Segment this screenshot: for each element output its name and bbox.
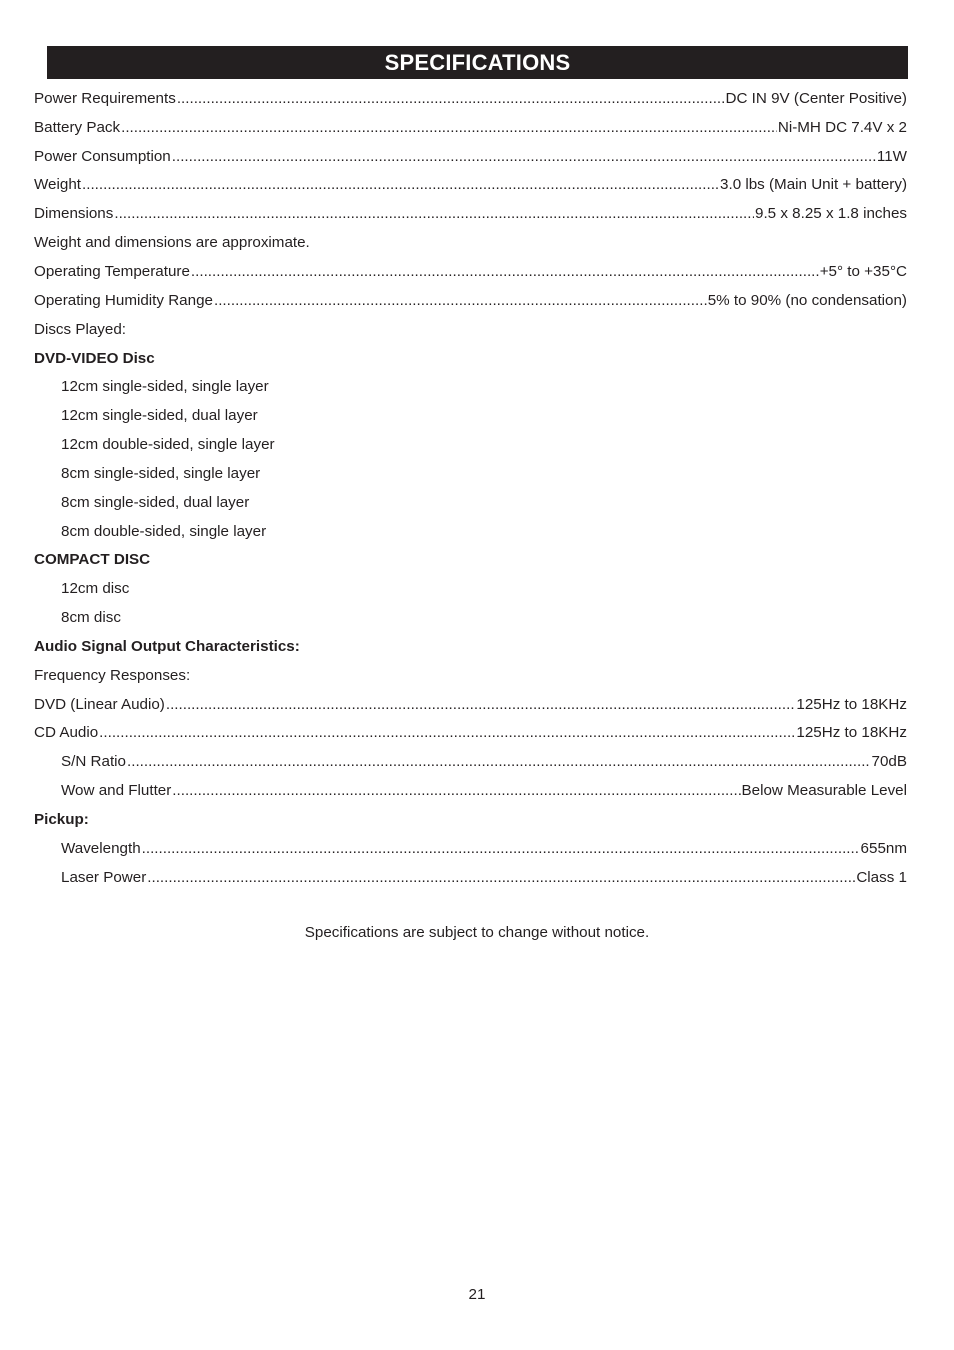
- dot-leader: [177, 90, 725, 107]
- spec-label: Weight and dimensions are approximate.: [34, 234, 310, 252]
- spec-row: [34, 690, 907, 719]
- spec-label: CD Audio: [34, 724, 99, 742]
- spec-label: 12cm single-sided, single layer: [61, 378, 269, 396]
- dot-leader: [121, 119, 777, 136]
- spec-label: Power Consumption: [34, 147, 171, 165]
- spec-text: [34, 603, 907, 632]
- spec-heading: [34, 344, 907, 373]
- spec-text: [34, 401, 907, 430]
- spec-label: Wow and Flutter: [61, 782, 172, 800]
- spec-label: Discs Played:: [34, 320, 127, 338]
- spec-label: 8cm disc: [61, 609, 121, 627]
- spec-heading: [34, 805, 907, 834]
- spec-label: Frequency Responses:: [34, 666, 191, 684]
- spec-label: 12cm double-sided, single layer: [61, 436, 275, 454]
- spec-text: [34, 517, 907, 546]
- spec-label: Operating Temperature: [34, 262, 190, 280]
- spec-value: DC IN 9V (Center Positive): [725, 89, 907, 107]
- spec-label: S/N Ratio: [61, 753, 126, 771]
- dot-leader: [99, 724, 795, 741]
- spec-row: [34, 199, 907, 228]
- spec-value: Class 1: [856, 868, 907, 886]
- spec-text: [34, 661, 907, 690]
- spec-value: 5% to 90% (no condensation): [707, 291, 907, 309]
- spec-value: 11W: [876, 147, 907, 165]
- spec-value: 655nm: [860, 839, 907, 857]
- spec-value: 3.0 lbs (Main Unit + battery): [720, 176, 907, 194]
- spec-row: [34, 171, 907, 200]
- spec-text: [34, 315, 907, 344]
- spec-row: [34, 257, 907, 286]
- spec-value: 70dB: [871, 753, 907, 771]
- spec-text: [34, 228, 907, 257]
- spec-label: Weight: [34, 176, 81, 194]
- spec-label: Laser Power: [61, 868, 147, 886]
- spec-label: Audio Signal Output Characteristics:: [34, 637, 300, 655]
- spec-heading: [34, 632, 907, 661]
- spec-heading: [34, 546, 907, 575]
- spec-label: 12cm disc: [61, 580, 130, 598]
- spec-text: [34, 459, 907, 488]
- spec-value: +5° to +35°C: [819, 262, 907, 280]
- spec-label: Battery Pack: [34, 118, 121, 136]
- page-title: SPECIFICATIONS: [384, 49, 571, 75]
- dot-leader: [147, 869, 855, 886]
- spec-label: Power Requirements: [34, 89, 176, 107]
- spec-value: 125Hz to 18KHz: [796, 695, 907, 713]
- spec-label: COMPACT DISC: [34, 551, 151, 569]
- spec-label: DVD (Linear Audio): [34, 695, 165, 713]
- spec-text: [34, 574, 907, 603]
- spec-row: [34, 113, 907, 142]
- dot-leader: [214, 292, 707, 309]
- spec-text: [34, 488, 907, 517]
- spec-row: [34, 834, 907, 863]
- spec-row: [34, 747, 907, 776]
- spec-label: Pickup:: [34, 811, 89, 829]
- spec-row: [34, 142, 907, 171]
- spec-value: 9.5 x 8.25 x 1.8 inches: [755, 205, 907, 223]
- dot-leader: [127, 753, 871, 770]
- spec-value: Below Measurable Level: [741, 782, 907, 800]
- spec-label: DVD-VIDEO Disc: [34, 349, 155, 367]
- dot-leader: [166, 696, 796, 713]
- spec-row: [34, 84, 907, 113]
- spec-value: Ni-MH DC 7.4V x 2: [777, 118, 907, 136]
- spec-label: 12cm single-sided, dual layer: [61, 407, 258, 425]
- dot-leader: [172, 782, 740, 799]
- section-title-bar: [47, 46, 908, 79]
- spec-label: 8cm double-sided, single layer: [61, 522, 267, 540]
- page-number: 21: [468, 1286, 486, 1303]
- spec-label: Dimensions: [34, 205, 114, 223]
- spec-label: Wavelength: [61, 839, 141, 857]
- spec-text: [34, 430, 907, 459]
- spec-label: Operating Humidity Range: [34, 291, 213, 309]
- spec-row: [34, 719, 907, 748]
- dot-leader: [142, 840, 860, 857]
- spec-text: [34, 372, 907, 401]
- dot-leader: [114, 205, 754, 222]
- dot-leader: [172, 148, 876, 165]
- spec-label: 8cm single-sided, dual layer: [61, 493, 250, 511]
- spec-value: 125Hz to 18KHz: [796, 724, 907, 742]
- dot-leader: [82, 176, 719, 193]
- spec-row: [34, 286, 907, 315]
- dot-leader: [191, 263, 819, 280]
- spec-label: 8cm single-sided, single layer: [61, 464, 261, 482]
- disclaimer-note: Specifications are subject to change without notice.: [304, 924, 650, 941]
- specifications-list: [34, 84, 907, 892]
- spec-row: [34, 776, 907, 805]
- spec-row: [34, 863, 907, 892]
